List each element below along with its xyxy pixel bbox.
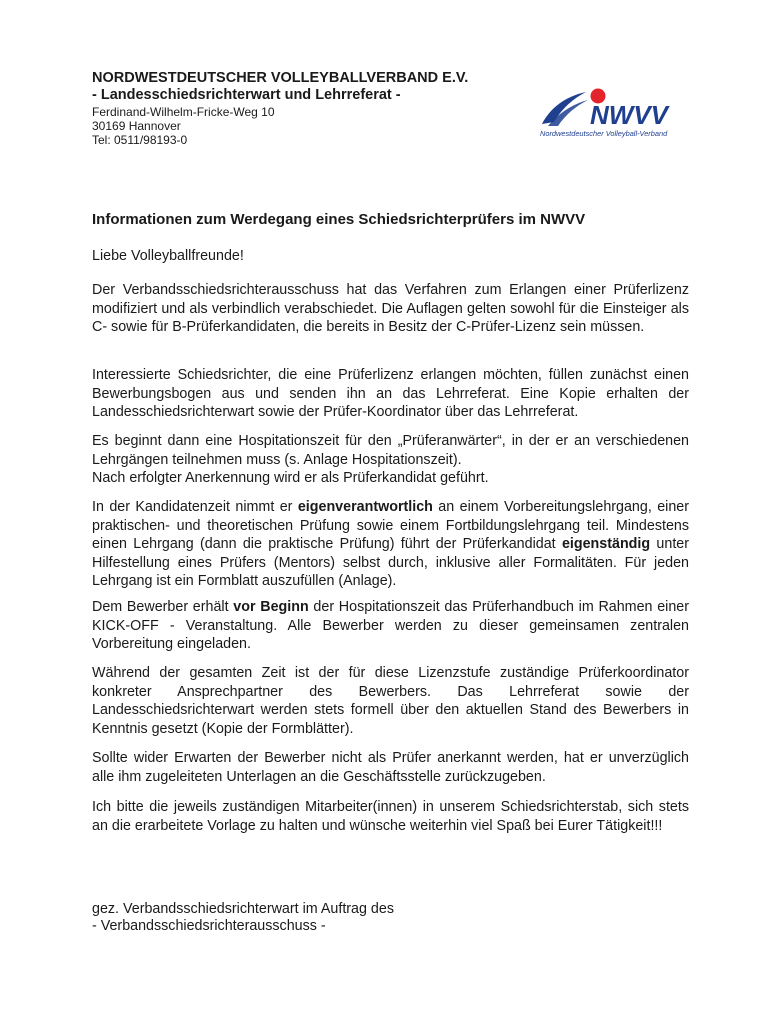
paragraph-3 bbox=[92, 432, 689, 488]
document-title: Informationen zum Werdegang eines Schiedsrichterprüfers im NWVV bbox=[92, 211, 586, 228]
paragraph-8: Ich bitte die jeweils zuständigen Mitarbeiter(innen) in unserem Schiedsrichterstab, sich stets an die erarbeitete Vorlage zu halten und wünsche weiterhin viel Spaß bei Eurer Tätigkeit!!! bbox=[92, 799, 689, 834]
paragraph-4-text-a: In der Kandidatenzeit nimmt er bbox=[92, 499, 298, 515]
signature-line-2: - Verbandsschiedsrichterausschuss - bbox=[92, 918, 326, 934]
address-city: 30169 Hannover bbox=[92, 119, 181, 133]
paragraph-4 bbox=[92, 498, 689, 591]
paragraph-4-text-c: unter Hilfestellung eines Prüfers (Mentors) selbst durch, inklusive aller Formalitäten. Für jeden Lehrgang ist ein Formblatt auszufüllen (Anlage). bbox=[92, 536, 690, 589]
letterhead bbox=[92, 70, 512, 147]
address-street: Ferdinand-Wilhelm-Fricke-Weg 10 bbox=[92, 105, 275, 119]
org-name: NORDWESTDEUTSCHER VOLLEYBALLVERBAND E.V. bbox=[92, 70, 469, 86]
paragraph-2: Interessierte Schiedsrichter, die eine Prüferlizenz erlangen möchten, füllen zunächst einen Bewerbungsbogen aus und senden ihn an das Lehrreferat. Eine Kopie erhalten der Landesschiedsrichterwart sowie der Prüfer-Koordinator über das Lehrreferat. bbox=[92, 367, 689, 420]
paragraph-4-text-b: an einem Vorbereitungslehrgang, einer praktischen- und theoretischen Prüfung sowie einem Fortbildungslehrgang teil. Mindestens einen Lehrgang (dann die praktische Prüfung) führt der Prüferkandidat bbox=[92, 499, 689, 552]
nwvv-logo bbox=[538, 84, 688, 144]
paragraph-5-text-b: der Hospitationszeit das Prüferhandbuch im Rahmen einer KICK-OFF - Veranstaltung. Alle Bewerber werden zu dieser gemeinsamen zentralen Vorbereitung eingeladen. bbox=[92, 599, 689, 652]
paragraph-5 bbox=[92, 598, 689, 654]
logo-text: NWVV bbox=[590, 100, 668, 130]
logo-subtitle: Nordwestdeutscher Volleyball-Verband bbox=[540, 129, 668, 138]
department-name: - Landesschiedsrichterwart und Lehrreferat - bbox=[92, 87, 401, 103]
paragraph-7: Sollte wider Erwarten der Bewerber nicht als Prüfer anerkannt werden, hat er unverzüglich alle ihm zugeleiteten Unterlagen an die Geschäftsstelle zurückzugeben. bbox=[92, 750, 689, 785]
signature-line-1: gez. Verbandsschiedsrichterwart im Auftrag des bbox=[92, 901, 394, 917]
paragraph-3-main: Es beginnt dann eine Hospitationszeit für den „Prüferanwärter“, in der er an verschiedenen Lehrgängen teilnehmen muss (s. Anlage Hospitationszeit). bbox=[92, 433, 689, 468]
paragraph-3-note: Nach erfolgter Anerkennung wird er als Prüferkandidat geführt. bbox=[92, 470, 489, 486]
paragraph-4-emphasis-2: eigenständig bbox=[561, 536, 651, 552]
logo-swoosh-icon bbox=[542, 92, 586, 124]
paragraph-4-emphasis-1: eigenverantwortlich bbox=[297, 499, 433, 515]
paragraph-5-emphasis: vor Beginn bbox=[233, 599, 309, 615]
greeting: Liebe Volleyballfreunde! bbox=[92, 248, 244, 264]
paragraph-6: Während der gesamten Zeit ist der für diese Lizenzstufe zuständige Prüferkoordinator konkreter Ansprechpartner des Bewerbers. Das Lehrreferat sowie der Landesschiedsrichterwart werden stets formell über den aktuellen Stand des Bewerbers in Kenntnis gesetzt (Kopie der Formblätter). bbox=[92, 665, 689, 737]
paragraph-5-text-a: Dem Bewerber erhält bbox=[92, 599, 234, 615]
phone-number: Tel: 0511/98193-0 bbox=[92, 133, 188, 147]
paragraph-1: Der Verbandsschiedsrichterausschuss hat das Verfahren zum Erlangen einer Prüferlizenz modifiziert und als verbindlich verabschiedet. Die Auflagen gelten sowohl für die Einsteiger als C- sowie für B-Prüferkandidaten, die bereits in Besitz der C-Prüfer-Lizenz sein müssen. bbox=[92, 282, 689, 335]
